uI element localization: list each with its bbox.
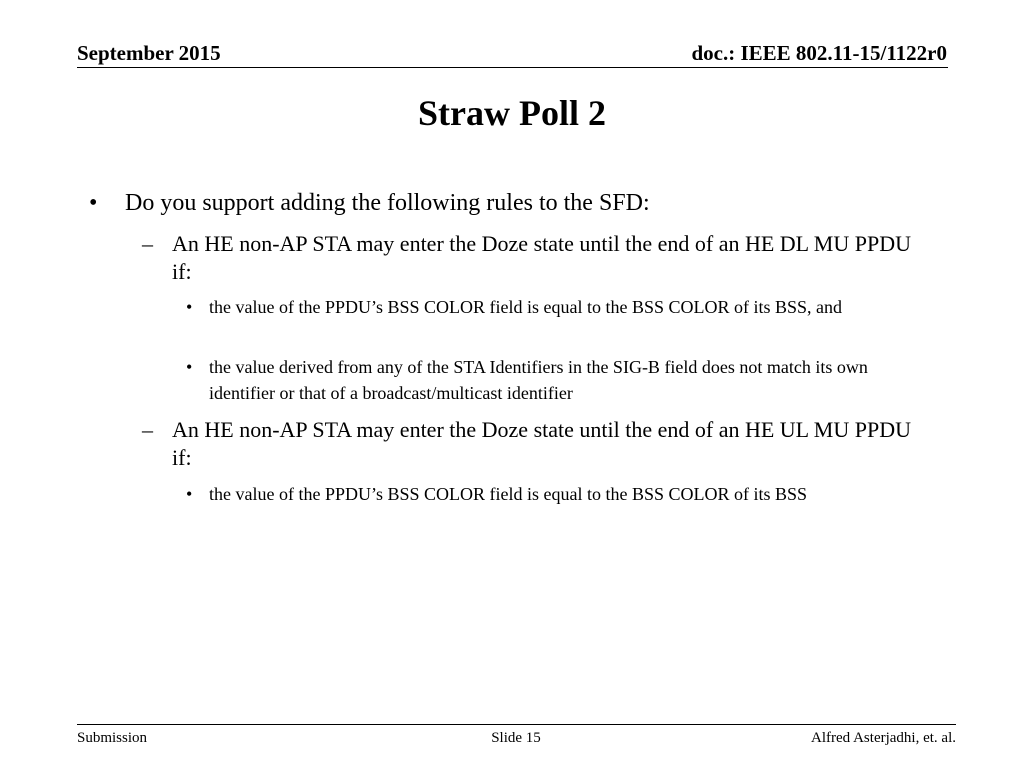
rule-2-condition-1 [186,481,931,507]
footer-slide-number: Slide 15 [491,730,541,746]
rule-1-text: An HE non-AP STA may enter the Doze state until the end of an HE DL MU PPDU if: [172,231,911,284]
bullet-dot-icon: • [186,357,193,377]
slide-title: Straw Poll 2 [418,93,606,133]
header-doc-id: doc.: IEEE 802.11-15/1122r0 [691,41,947,65]
rule-1-condition-1-text: the value of the PPDU’s BSS COLOR field is equal to the BSS COLOR of its BSS, and [209,297,843,317]
bullet-dot-icon: • [89,190,98,216]
bullet-dot-icon: • [186,484,193,504]
footer-submission: Submission [77,730,148,746]
sub-bullet-rule-1 [142,230,932,286]
sub-bullet-rule-2 [142,416,932,472]
rule-2-condition-1-text: the value of the PPDU’s BSS COLOR field is equal to the BSS COLOR of its BSS [209,484,808,504]
rule-1-condition-2-text: the value derived from any of the STA Identifiers in the SIG-B field does not match its own identifier or that of a broadcast/multicast identifier [209,357,868,403]
rule-1-condition-2 [186,354,931,406]
dash-bullet-icon: – [142,417,153,442]
dash-bullet-icon: – [142,231,153,256]
footer-divider [77,724,956,725]
question-text: Do you support adding the following rules to the SFD: [125,190,650,216]
rule-2-text: An HE non-AP STA may enter the Doze state until the end of an HE UL MU PPDU if: [172,417,911,470]
rule-1-condition-1 [186,294,931,320]
bullet-dot-icon: • [186,297,193,317]
bullet-question [89,189,925,217]
header-date: September 2015 [77,41,221,65]
footer-authors: Alfred Asterjadhi, et. al. [811,730,956,746]
